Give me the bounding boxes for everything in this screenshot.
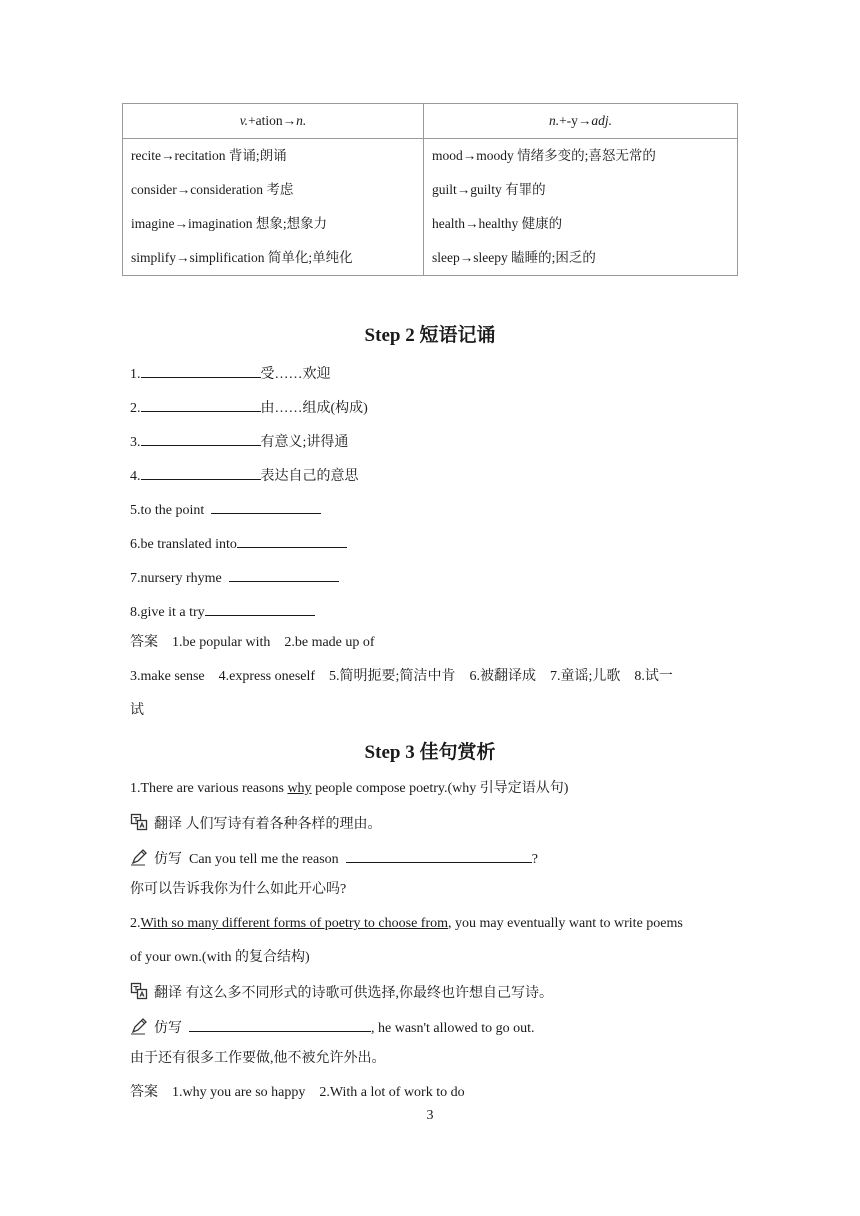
translate-icon — [130, 982, 148, 1000]
step3-answer: 答案 1.why you are so happy 2.With a lot of work to do — [130, 1085, 465, 1100]
answer-blank — [229, 566, 339, 582]
step2-heading: Step 2 短语记诵 — [364, 325, 496, 346]
phrase-item: 7.nursery rhyme — [130, 566, 339, 589]
table-entry: mood→moody 情绪多变的;喜怒无常的 — [432, 148, 656, 163]
step2-answer: 3.make sense 4.express oneself 5.简明扼要;简洁中肯 6.被翻译成 7.童谣;儿歌 8.试一 — [130, 669, 673, 684]
pen-icon — [130, 848, 148, 866]
phrase-item: 2. 由……组成(构成) — [130, 396, 368, 419]
sentence-1: 1.There are various reasons why people compose poetry.(why 引导定语从句) — [130, 781, 569, 796]
answer-blank — [237, 532, 347, 548]
phrase-item: 4. 表达自己的意思 — [130, 464, 359, 487]
pen-icon — [130, 1017, 148, 1035]
table-entry: recite→recitation 背诵;朗诵 — [131, 148, 287, 163]
table-header-right: n.+-y→adj. — [424, 104, 738, 139]
answer-blank — [205, 600, 315, 616]
table-entry: guilt→guilty 有罪的 — [432, 182, 546, 197]
phrase-item: 6.be translated into — [130, 532, 347, 555]
table-entry: simplify→simplification 简单化;单纯化 — [131, 250, 353, 265]
table-entry: consider→consideration 考虑 — [131, 182, 294, 197]
imitate-row: 仿写 , he wasn't allowed to go out. — [130, 1016, 535, 1039]
table-cell-left — [123, 139, 424, 276]
word-formation-table — [122, 103, 738, 276]
step2-answer: 答案 1.be popular with 2.be made up of — [130, 635, 375, 650]
imitate-row: 仿写 Can you tell me the reason ? — [130, 847, 538, 870]
answer-blank — [141, 362, 261, 378]
page-number: 3 — [426, 1108, 434, 1123]
translate-row: 翻译 人们写诗有着各种各样的理由。 — [130, 813, 382, 835]
step3-heading: Step 3 佳句赏析 — [364, 742, 496, 763]
answer-blank — [211, 498, 321, 514]
translate-row: 翻译 有这么多不同形式的诗歌可供选择,你最终也许想自己写诗。 — [130, 982, 553, 1004]
phrase-item: 3. 有意义;讲得通 — [130, 430, 348, 453]
table-entry: health→healthy 健康的 — [432, 216, 563, 231]
answer-blank — [141, 396, 261, 412]
phrase-item: 5.to the point — [130, 498, 321, 521]
answer-blank — [346, 847, 532, 863]
sentence-2-chinese: 由于还有很多工作要做,他不被允许外出。 — [130, 1051, 386, 1066]
table-entry: imagine→imagination 想象;想象力 — [131, 216, 328, 231]
table-entry: sleep→sleepy 瞌睡的;困乏的 — [432, 250, 596, 265]
translate-icon — [130, 813, 148, 831]
sentence-2: 2.With so many different forms of poetry to choose from, you may eventually want to write poems — [130, 916, 683, 931]
sentence-2-cont: of your own.(with 的复合结构) — [130, 950, 310, 965]
phrase-item: 1. 受……欢迎 — [130, 362, 331, 385]
table-header-left: v.+ation→n. — [123, 104, 424, 139]
step2-answer: 试 — [130, 703, 144, 718]
answer-blank — [141, 464, 261, 480]
answer-blank — [141, 430, 261, 446]
phrase-item: 8.give it a try — [130, 600, 315, 623]
sentence-1-chinese: 你可以告诉我你为什么如此开心吗? — [130, 882, 347, 897]
table-cell-right — [424, 139, 738, 276]
answer-blank — [189, 1016, 371, 1032]
